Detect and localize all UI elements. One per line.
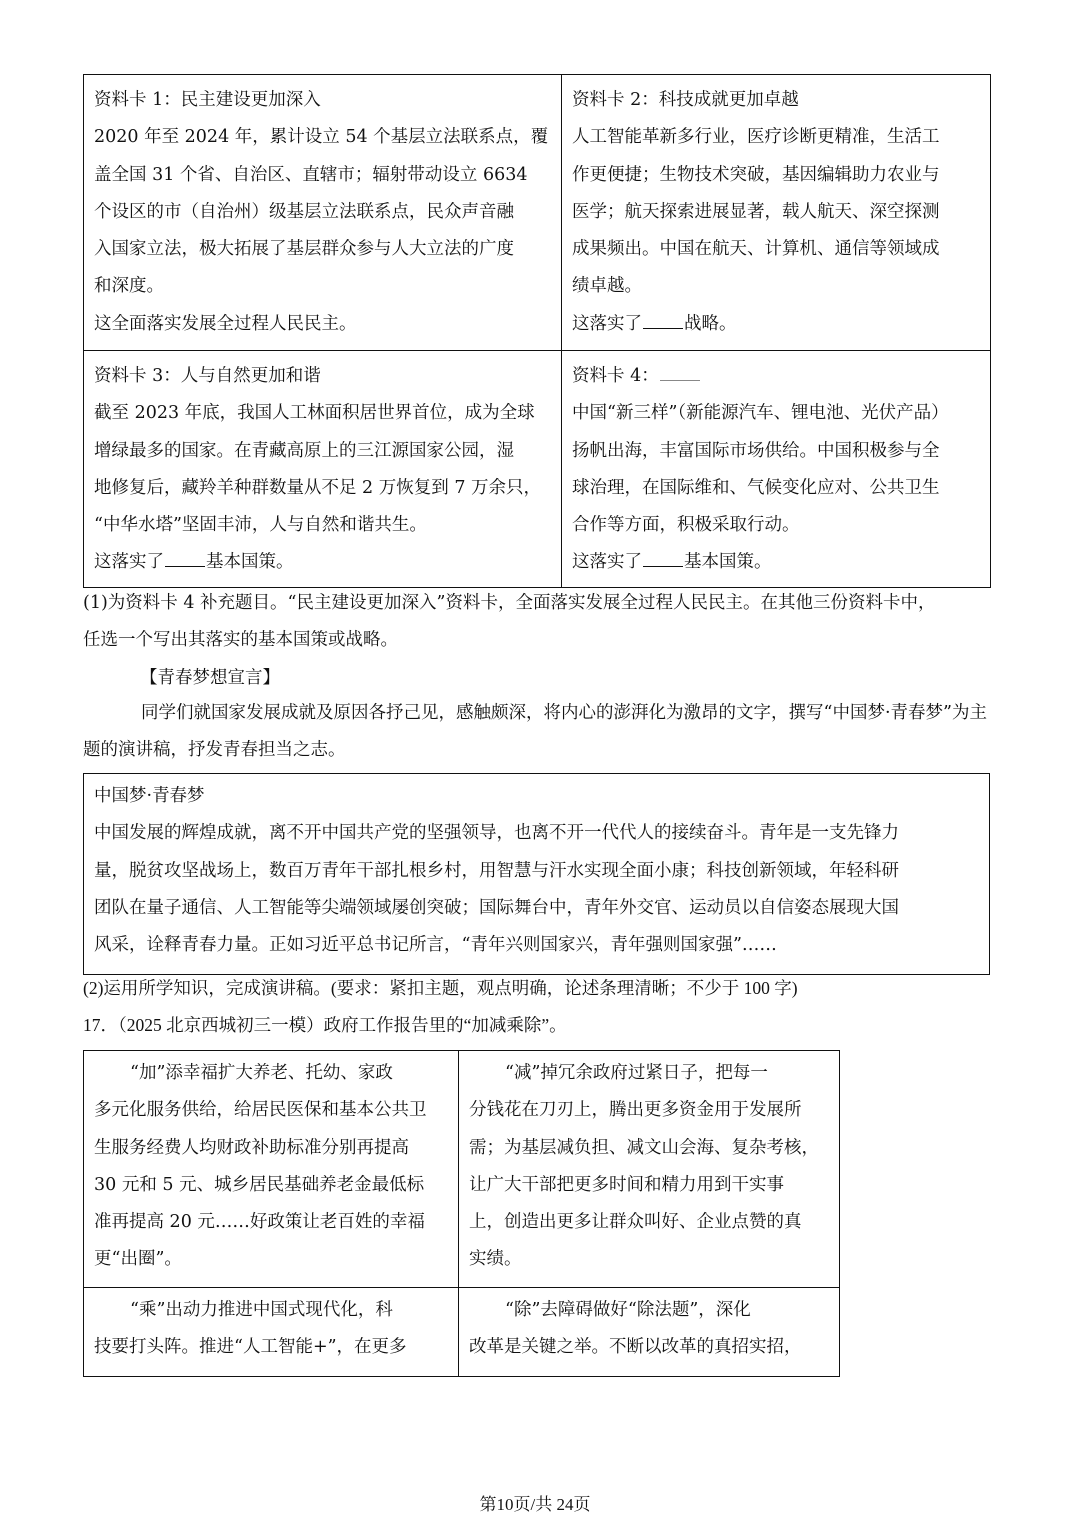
answer-blank[interactable] xyxy=(643,565,683,567)
card-3-answer-line: 这落实了 基本国策。 xyxy=(94,552,294,573)
card-3-line: 增绿最多的国家。在青藏高原上的三江源国家公园，湿 xyxy=(94,440,514,461)
card-1-line: 盖全国 31 个省、自治区、直辖市；辐射带动设立 6634 xyxy=(94,164,528,185)
card-1-line: 这全面落实发展全过程人民民主。 xyxy=(94,313,357,334)
card-2-line: 绩卓越。 xyxy=(572,276,642,297)
card-2 xyxy=(562,75,991,351)
card-1-line: 入国家立法，极大拓展了基层群众参与人大立法的广度 xyxy=(94,239,514,260)
cell-subtract: “减”掉冗余政府过紧日子，把每一 分钱花在刀刃上，腾出更多资金用于发展所 需；为基层减负担、减文山会海、复杂考核， 让广大干部把更多时间和精力用到干实事 上，创造出更多让群众叫好、企业点赞的真 实绩。 xyxy=(459,1051,840,1288)
question-17: 17．（2025 北京西城初三一模）政府工作报告里的“加减乘除”。 xyxy=(83,1015,567,1035)
title-blank[interactable] xyxy=(660,379,700,381)
card-2-title: 资料卡 2：科技成就更加卓越 xyxy=(572,90,799,110)
card-3-line: 地修复后，藏羚羊种群数量从不足 2 万恢复到 7 万余只， xyxy=(94,477,542,498)
speech-line: 风采，诠释青春力量。正如习近平总书记所言，“青年兴则国家兴，青年强则国家强”…… xyxy=(94,935,777,956)
card-1-line: 2020 年至 2024 年，累计设立 54 个基层立法联系点，覆 xyxy=(94,127,549,148)
speech-line: 团队在量子通信、人工智能等尖端领域屡创突破；国际舞台中，青年外交官、运动员以自信姿态展现大国 xyxy=(94,897,899,918)
cell-add: “加”添幸福扩大养老、托幼、家政 多元化服务供给，给居民医保和基本公共卫 生服务经费人均财政补助标准分别再提高 30 元和 5 元、城乡居民基础养老金最低标 准再提高 20 元……好政策让老百姓的幸福 更“出圈”。 xyxy=(84,1051,459,1288)
card-4-line: 合作等方面，积极采取行动。 xyxy=(572,515,800,536)
card-2-line: 人工智能革新多行业，医疗诊断更精准，生活工 xyxy=(572,127,940,148)
card-2-line: 医学；航天探索进展显著，载人航天、深空探测 xyxy=(572,201,940,222)
question-1: (1)为资料卡 4 补充题目。“民主建设更加深入”资料卡，全面落实发展全过程人民民主。在其他三份资料卡中， 任选一个写出其落实的基本国策或战略。 xyxy=(83,593,936,650)
card-3-line: 截至 2023 年底，我国人工林面积居世界首位，成为全球 xyxy=(94,403,535,424)
card-4-line: 扬帆出海，丰富国际市场供给。中国积极参与全 xyxy=(572,440,940,461)
answer-blank[interactable] xyxy=(165,565,205,567)
card-3-title: 资料卡 3：人与自然更加和谐 xyxy=(94,366,321,386)
card-4 xyxy=(562,351,991,588)
add-subtract-multiply-divide-table xyxy=(83,1050,840,1377)
cell-multiply: “乘”出动力推进中国式现代化，科 技要打头阵。推进“人工智能+”，在更多 xyxy=(84,1288,459,1377)
section-heading: 【青春梦想宣言】 xyxy=(140,668,280,688)
speech-line: 量，脱贫攻坚战场上，数百万青年干部扎根乡村，用智慧与汗水实现全面小康；科技创新领域，年轻科研 xyxy=(94,860,899,881)
question-2: (2)运用所学知识，完成演讲稿。(要求：紧扣主题，观点明确，论述条理清晰；不少于 100 字) xyxy=(83,978,798,998)
card-2-line: 作更便捷；生物技术突破，基因编辑助力农业与 xyxy=(572,164,940,185)
card-1-title: 资料卡 1：民主建设更加深入 xyxy=(94,90,321,110)
resource-cards-table xyxy=(83,74,991,588)
answer-blank[interactable] xyxy=(643,327,683,329)
page-number: 第10页/共 24页 xyxy=(479,1495,591,1514)
card-2-line: 成果频出。中国在航天、计算机、通信等领域成 xyxy=(572,239,940,260)
card-4-title-line xyxy=(572,358,980,395)
card-1-line: 和深度。 xyxy=(94,276,164,297)
cell-divide: “除”去障碍做好“除法题”，深化 改革是关键之举。不断以改革的真招实招， xyxy=(459,1288,840,1377)
card-2-answer-line: 这落实了 战略。 xyxy=(572,313,737,334)
speech-title: 中国梦·青春梦 xyxy=(94,786,205,806)
card-4-line: 球治理，在国际维和、气候变化应对、公共卫生 xyxy=(572,477,940,498)
intro-paragraph: 同学们就国家发展成就及原因各抒己见，感触颇深，将内心的澎湃化为激昂的文字，撰写“中国梦·青春梦”为主题的演讲稿，抒发青春担当之志。 xyxy=(83,703,987,760)
card-4-title: 资料卡 4： xyxy=(572,366,659,386)
card-1 xyxy=(84,75,562,351)
card-3 xyxy=(84,351,562,588)
speech-box xyxy=(83,773,990,975)
card-3-line: “中华水塔”坚固丰沛，人与自然和谐共生。 xyxy=(94,515,427,536)
card-4-answer-line: 这落实了 基本国策。 xyxy=(572,552,772,573)
speech-line: 中国发展的辉煌成就，离不开中国共产党的坚强领导，也离不开一代代人的接续奋斗。青年是一支先锋力 xyxy=(94,823,899,844)
card-4-line: 中国“新三样”（新能源汽车、锂电池、光伏产品） xyxy=(572,403,949,424)
card-1-line: 个设区的市（自治州）级基层立法联系点，民众声音融 xyxy=(94,201,514,222)
